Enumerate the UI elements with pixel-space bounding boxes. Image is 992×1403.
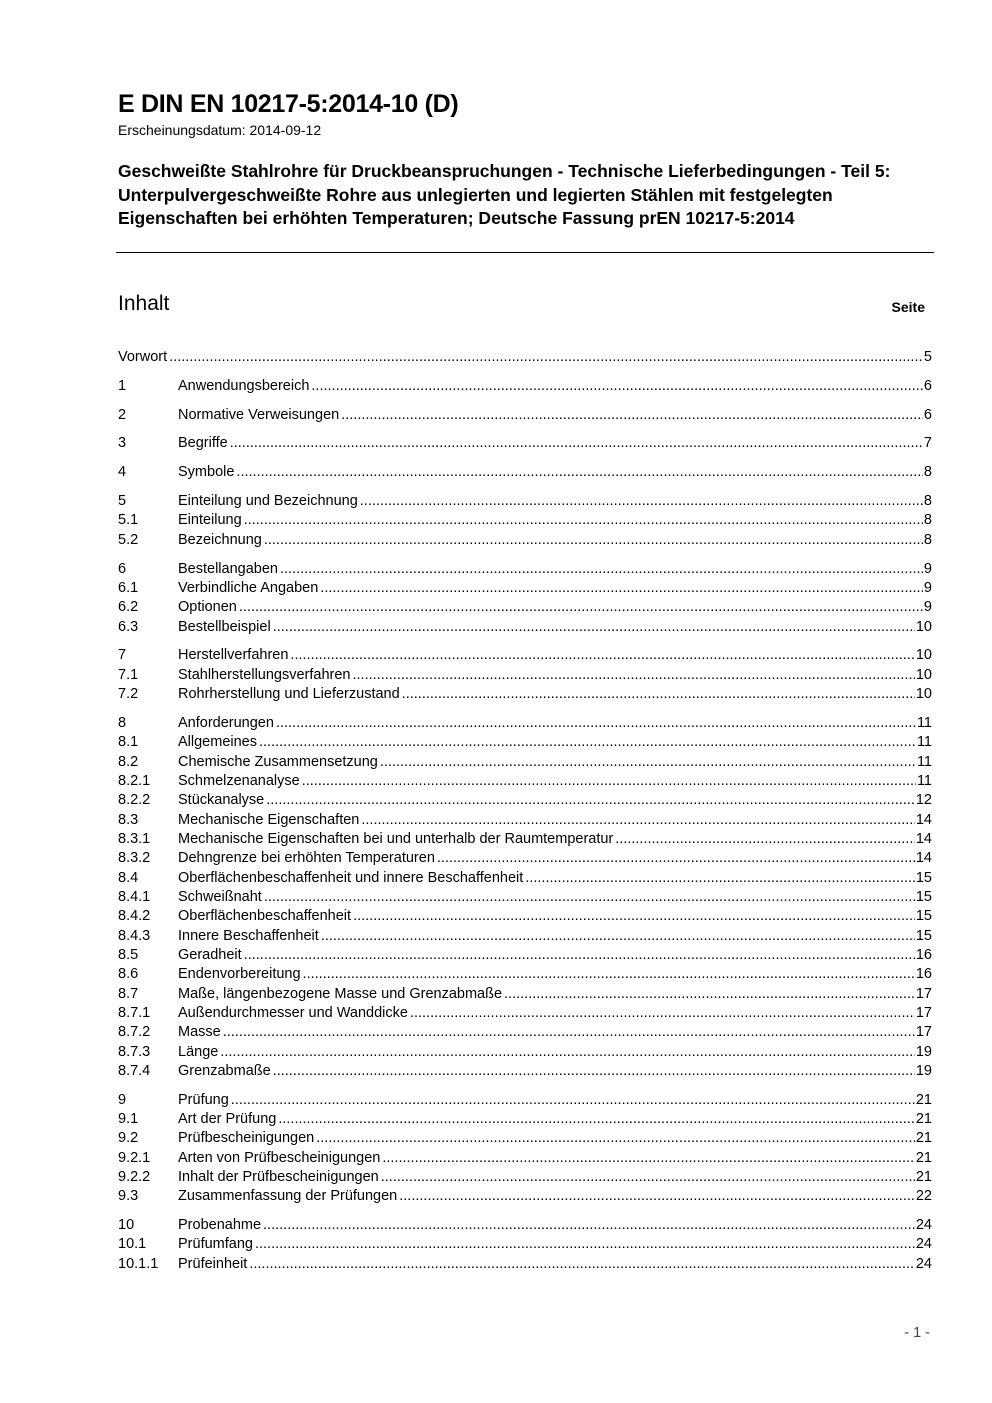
toc-dot-leader	[316, 1129, 915, 1148]
toc-entry-number: 6	[118, 560, 127, 577]
toc-entry-label: Einteilung	[178, 512, 242, 529]
toc-entry[interactable]	[118, 406, 932, 425]
toc-entry-text	[178, 772, 932, 791]
toc-entry-text	[178, 1062, 932, 1081]
toc-entry[interactable]	[118, 1062, 932, 1081]
toc-heading: Inhalt	[118, 292, 170, 315]
toc-dot-leader	[276, 714, 916, 733]
toc-entry-text	[178, 531, 932, 550]
toc-entry-label: Dehngrenze bei erhöhten Temperaturen	[178, 850, 435, 867]
toc-entry[interactable]	[118, 531, 932, 550]
table-of-contents	[118, 348, 932, 1274]
toc-entry-label: Stahlherstellungsverfahren	[178, 666, 351, 683]
toc-entry-label: Bestellangaben	[178, 560, 278, 577]
toc-entry-page: 8	[923, 464, 932, 481]
toc-entry-label: Begriffe	[178, 435, 228, 452]
toc-entry[interactable]	[118, 434, 932, 453]
toc-entry-number: 8.1	[118, 734, 139, 751]
toc-entry-label: Bestellbeispiel	[178, 618, 271, 635]
toc-entry-page: 10	[915, 647, 932, 664]
toc-dot-leader	[360, 492, 923, 511]
toc-entry-text	[178, 1129, 932, 1148]
toc-dot-leader	[302, 772, 916, 791]
toc-entry[interactable]	[118, 1255, 932, 1274]
toc-entry-label: Arten von Prüfbescheinigungen	[178, 1149, 381, 1166]
toc-entry-number: 4	[118, 464, 127, 481]
toc-entry-text	[178, 1043, 932, 1062]
toc-entry-number: 9.2.2	[118, 1168, 151, 1185]
toc-entry-page: 17	[915, 1004, 932, 1021]
toc-entry-text	[178, 985, 932, 1004]
toc-entry-number: 8.4.3	[118, 927, 151, 944]
toc-entry-label: Verbindliche Angaben	[178, 579, 319, 596]
toc-entry[interactable]	[118, 598, 932, 617]
toc-entry[interactable]	[118, 618, 932, 637]
toc-entry-number: 6.1	[118, 579, 139, 596]
toc-entry-text	[178, 1187, 932, 1206]
toc-entry-number: 5.1	[118, 512, 139, 529]
toc-entry[interactable]	[118, 1235, 932, 1254]
toc-dot-leader	[402, 685, 915, 704]
toc-entry-label: Prüfung	[178, 1091, 229, 1108]
toc-entry-text	[178, 1091, 932, 1110]
toc-dot-leader	[321, 927, 915, 946]
document-title: Geschweißte Stahlrohre für Druckbeanspruchungen - Technische Lieferbedingungen - Teil 5: Unterpulvergeschweißte Rohre aus unlegierten und legierten Stählen mit festgelegten Eigenschaften bei erhöhten Temperaturen; Deutsche Fassung prEN 10217-5:2014	[118, 161, 891, 228]
toc-dot-leader	[244, 511, 923, 530]
toc-entry[interactable]	[118, 377, 932, 396]
toc-entry-number: 7.2	[118, 686, 139, 703]
toc-entry-label: Anforderungen	[178, 714, 274, 731]
toc-entry-page: 5	[923, 349, 932, 365]
toc-entry-number: 8.7	[118, 985, 139, 1002]
toc-entry-page: 15	[915, 888, 932, 905]
toc-entry[interactable]	[118, 579, 932, 598]
toc-dot-leader	[220, 1043, 915, 1062]
toc-entry-label: Symbole	[178, 464, 235, 481]
toc-entry-text	[178, 907, 932, 926]
toc-entry-page: 10	[915, 666, 932, 683]
toc-entry-text	[178, 463, 932, 482]
toc-entry-text	[178, 733, 932, 752]
toc-entry-label: Inhalt der Prüfbescheinigungen	[178, 1168, 379, 1185]
toc-dot-leader	[249, 1255, 915, 1274]
toc-dot-leader	[381, 1168, 915, 1187]
toc-entry[interactable]	[118, 560, 932, 579]
toc-entry-text	[178, 1004, 932, 1023]
toc-dot-leader	[236, 463, 923, 482]
toc-entry-number: 8.4.2	[118, 908, 151, 925]
toc-entry-number: 3	[118, 435, 127, 452]
toc-entry-page: 11	[916, 714, 932, 731]
toc-entry-text	[178, 753, 932, 772]
toc-dot-leader	[255, 1235, 915, 1254]
toc-entry-page: 24	[915, 1217, 932, 1234]
toc-entry-page: 8	[923, 493, 932, 510]
toc-entry-number: 8.3.2	[118, 850, 151, 867]
toc-entry-label: Oberflächenbeschaffenheit und innere Beschaffenheit	[178, 869, 524, 886]
toc-entry-text	[178, 811, 932, 830]
toc-entry-page: 21	[915, 1168, 932, 1185]
toc-entry-page: 12	[915, 792, 932, 809]
toc-entry-text	[178, 579, 932, 598]
toc-entry-label: Außendurchmesser und Wanddicke	[178, 1004, 408, 1021]
toc-entry-text	[178, 560, 932, 579]
toc-dot-leader	[278, 1110, 915, 1129]
toc-dot-leader	[263, 1216, 915, 1235]
toc-entry-page: 19	[915, 1062, 932, 1079]
toc-entry-page: 16	[915, 946, 932, 963]
toc-entry-text	[178, 685, 932, 704]
toc-entry[interactable]	[118, 511, 932, 530]
toc-entry-page: 21	[915, 1110, 932, 1127]
toc-entry-page: 17	[915, 1024, 932, 1041]
toc-entry[interactable]	[118, 1129, 932, 1148]
toc-entry-label: Schmelzenanalyse	[178, 772, 300, 789]
toc-entry[interactable]	[118, 1187, 932, 1206]
toc-dot-leader	[437, 849, 915, 868]
toc-entry-label: Masse	[178, 1024, 221, 1041]
toc-entry[interactable]	[118, 772, 932, 791]
toc-entry-number: 8.7.2	[118, 1024, 151, 1041]
toc-entry[interactable]	[118, 907, 932, 926]
toc-dot-leader	[273, 1062, 915, 1081]
toc-entry-page: 10	[915, 686, 932, 703]
toc-entry-label: Endenvorbereitung	[178, 966, 301, 983]
toc-entry-text	[178, 791, 932, 810]
toc-entry[interactable]	[118, 1043, 932, 1062]
toc-entry-text	[178, 1168, 932, 1187]
toc-entry[interactable]	[118, 753, 932, 772]
toc-entry-number: 10.1.1	[118, 1255, 159, 1272]
toc-entry-label: Art der Prüfung	[178, 1110, 277, 1127]
toc-entry-number: 9.2	[118, 1130, 139, 1147]
toc-entry-text	[178, 511, 932, 530]
toc-entry-number: 8.7.4	[118, 1062, 151, 1079]
toc-dot-leader	[303, 965, 915, 984]
toc-dot-leader	[380, 753, 916, 772]
toc-entry-page: 15	[915, 869, 932, 886]
page-number: - 1 -	[904, 1325, 930, 1341]
toc-entry-label: Einteilung und Bezeichnung	[178, 493, 358, 510]
toc-entry-label: Stückanalyse	[178, 792, 265, 809]
toc-entry-label: Chemische Zusammensetzung	[178, 753, 378, 770]
toc-entry-number: 8.3	[118, 811, 139, 828]
toc-entry[interactable]	[118, 646, 932, 665]
toc-dot-leader	[280, 560, 923, 579]
toc-entry-page: 21	[915, 1149, 932, 1166]
toc-entry-page: 17	[915, 985, 932, 1002]
toc-entry-label: Prüfbescheinigungen	[178, 1130, 315, 1147]
toc-entry-number: 8.4.1	[118, 888, 151, 905]
toc-entry[interactable]	[118, 1168, 932, 1187]
toc-entry-text	[178, 406, 932, 425]
toc-entry-page: 14	[915, 811, 932, 828]
toc-dot-leader	[504, 985, 915, 1004]
toc-entry[interactable]	[118, 733, 932, 752]
toc-entry-label: Prüfeinheit	[178, 1255, 248, 1272]
toc-entry-text	[178, 492, 932, 511]
toc-entry-text	[178, 927, 932, 946]
publication-date: Erscheinungsdatum: 2014-09-12	[118, 122, 322, 138]
toc-dot-leader	[273, 618, 915, 637]
toc-entry[interactable]	[118, 849, 932, 868]
toc-entry-number: 8.7.3	[118, 1043, 151, 1060]
toc-entry[interactable]	[118, 1110, 932, 1129]
toc-entry-page: 22	[915, 1188, 932, 1205]
toc-entry-page: 6	[923, 406, 932, 423]
toc-entry-number: 2	[118, 406, 127, 423]
toc-dot-leader	[410, 1004, 915, 1023]
toc-entry[interactable]	[118, 927, 932, 946]
toc-entry-number: 7	[118, 647, 127, 664]
toc-entry-number: 10.1	[118, 1236, 147, 1253]
toc-entry-label: Oberflächenbeschaffenheit	[178, 908, 352, 925]
toc-entry-label: Länge	[178, 1043, 219, 1060]
toc-entry-page: 11	[916, 772, 932, 789]
toc-entry-number: 9.3	[118, 1188, 139, 1205]
toc-entry-page: 11	[916, 734, 932, 751]
toc-entry[interactable]	[118, 830, 932, 849]
toc-dot-leader	[290, 646, 914, 665]
toc-entry-number: 9	[118, 1091, 127, 1108]
toc-dot-leader	[320, 579, 923, 598]
toc-entry-text	[178, 849, 932, 868]
toc-dot-leader	[259, 733, 916, 752]
toc-dot-leader	[264, 531, 923, 550]
toc-entry-label: Schweißnaht	[178, 888, 262, 905]
toc-entry-number: 6.3	[118, 618, 139, 635]
toc-entry-number: 1	[118, 377, 127, 394]
toc-entry[interactable]	[118, 888, 932, 907]
toc-entry-text	[178, 888, 932, 907]
toc-entry-text	[178, 869, 932, 888]
toc-dot-leader	[266, 791, 915, 810]
toc-entry-text	[178, 1235, 932, 1254]
toc-entry[interactable]	[118, 869, 932, 888]
toc-entry-text	[178, 434, 932, 453]
toc-dot-leader	[399, 1187, 915, 1206]
toc-entry-number: 6.2	[118, 599, 139, 616]
toc-entry-page: 14	[915, 850, 932, 867]
toc-entry-label: Normative Verweisungen	[178, 406, 340, 423]
toc-entry-label: Herstellverfahren	[178, 647, 289, 664]
toc-entry-text	[178, 1023, 932, 1042]
toc-entry-page: 24	[915, 1255, 932, 1272]
toc-entry-label: Rohrherstellung und Lieferzustand	[178, 686, 400, 703]
toc-entry-number: 8.3.1	[118, 830, 151, 847]
toc-entry-label: Zusammenfassung der Prüfungen	[178, 1188, 398, 1205]
toc-dot-leader	[353, 666, 915, 685]
document-id: E DIN EN 10217-5:2014-10 (D)	[118, 90, 459, 118]
toc-dot-leader	[341, 406, 923, 425]
toc-entry-text	[178, 1255, 932, 1274]
toc-entry-page: 8	[923, 531, 932, 548]
toc-entry-text	[178, 714, 932, 733]
toc-entry[interactable]	[118, 714, 932, 733]
toc-entry[interactable]	[118, 811, 932, 830]
toc-entry-text	[178, 830, 932, 849]
toc-entry-number: 8	[118, 714, 127, 731]
toc-entry-number: 8.6	[118, 966, 139, 983]
toc-dot-leader	[169, 348, 923, 367]
toc-entry-page: 21	[915, 1130, 932, 1147]
toc-entry-text	[178, 646, 932, 665]
toc-entry-page: 15	[915, 908, 932, 925]
toc-dot-leader	[525, 869, 915, 888]
toc-entry-page: 10	[915, 618, 932, 635]
toc-entry-number: 5.2	[118, 531, 139, 548]
toc-entry[interactable]	[118, 946, 932, 965]
toc-entry[interactable]	[118, 348, 932, 367]
toc-entry-page: 11	[916, 753, 932, 770]
toc-entry-page: 15	[915, 927, 932, 944]
toc-entry-label: Mechanische Eigenschaften	[178, 811, 360, 828]
toc-entry[interactable]	[118, 1149, 932, 1168]
toc-entry-page: 9	[923, 599, 932, 616]
toc-entry[interactable]	[118, 965, 932, 984]
toc-entry-page: 8	[923, 512, 932, 529]
toc-dot-leader	[230, 434, 923, 453]
toc-entry-number: 5	[118, 493, 127, 510]
toc-entry-number: 9.1	[118, 1110, 139, 1127]
toc-entry-number: 9.2.1	[118, 1149, 151, 1166]
toc-entry[interactable]	[118, 1023, 932, 1042]
toc-entry-label: Mechanische Eigenschaften bei und unterhalb der Raumtemperatur	[178, 830, 614, 847]
toc-entry-page: 7	[923, 435, 932, 452]
toc-entry[interactable]	[118, 1091, 932, 1110]
toc-entry-label: Grenzabmaße	[178, 1062, 271, 1079]
toc-entry[interactable]	[118, 666, 932, 685]
toc-entry-number: 8.2.1	[118, 772, 151, 789]
toc-entry[interactable]	[118, 985, 932, 1004]
toc-entry-page: 19	[915, 1043, 932, 1060]
toc-entry-label: Innere Beschaffenheit	[178, 927, 319, 944]
toc-entry-text	[178, 666, 932, 685]
toc-entry-page: 16	[915, 966, 932, 983]
toc-dot-leader	[223, 1023, 915, 1042]
toc-entry[interactable]	[118, 492, 932, 511]
toc-entry-label: Optionen	[178, 599, 237, 616]
title-divider	[116, 252, 934, 253]
toc-entry[interactable]	[118, 1004, 932, 1023]
toc-entry-text	[178, 1149, 932, 1168]
toc-entry-page: 9	[923, 579, 932, 596]
toc-entry-page: 21	[915, 1091, 932, 1108]
toc-entry-text	[178, 618, 932, 637]
toc-entry-text	[178, 1110, 932, 1129]
toc-entry-text	[178, 946, 932, 965]
toc-entry-page: 14	[915, 830, 932, 847]
toc-entry-text	[178, 965, 932, 984]
toc-dot-leader	[311, 377, 923, 396]
toc-entry[interactable]	[118, 685, 932, 704]
toc-entry-label: Vorwort	[118, 349, 168, 365]
toc-dot-leader	[353, 907, 915, 926]
toc-entry-label: Anwendungsbereich	[178, 377, 310, 394]
toc-entry[interactable]	[118, 791, 932, 810]
toc-dot-leader	[244, 946, 915, 965]
toc-entry-number: 8.5	[118, 946, 139, 963]
toc-entry-page: 9	[923, 560, 932, 577]
toc-entry-number: 8.4	[118, 869, 139, 886]
toc-entry-text	[118, 348, 932, 367]
toc-page-column-heading: Seite	[891, 299, 925, 315]
toc-entry-number: 7.1	[118, 666, 139, 683]
toc-entry-number: 8.2	[118, 753, 139, 770]
toc-entry-label: Bezeichnung	[178, 531, 262, 548]
toc-dot-leader	[264, 888, 915, 907]
toc-dot-leader	[615, 830, 915, 849]
toc-entry-number: 10	[118, 1217, 135, 1234]
toc-entry-number: 8.7.1	[118, 1004, 151, 1021]
toc-entry-text	[178, 377, 932, 396]
toc-entry-page: 24	[915, 1236, 932, 1253]
toc-entry[interactable]	[118, 1216, 932, 1235]
toc-entry-text	[178, 1216, 932, 1235]
toc-dot-leader	[231, 1091, 915, 1110]
toc-entry-number: 8.2.2	[118, 792, 151, 809]
toc-entry-label: Geradheit	[178, 946, 242, 963]
toc-entry[interactable]	[118, 463, 932, 482]
toc-entry-label: Maße, längenbezogene Masse und Grenzabmaße	[178, 985, 503, 1002]
toc-entry-text	[178, 598, 932, 617]
toc-entry-page: 6	[923, 377, 932, 394]
toc-dot-leader	[239, 598, 923, 617]
toc-entry-label: Allgemeines	[178, 734, 257, 751]
toc-entry-label: Prüfumfang	[178, 1236, 253, 1253]
toc-dot-leader	[361, 811, 914, 830]
toc-dot-leader	[382, 1149, 915, 1168]
toc-entry-label: Probenahme	[178, 1217, 262, 1234]
